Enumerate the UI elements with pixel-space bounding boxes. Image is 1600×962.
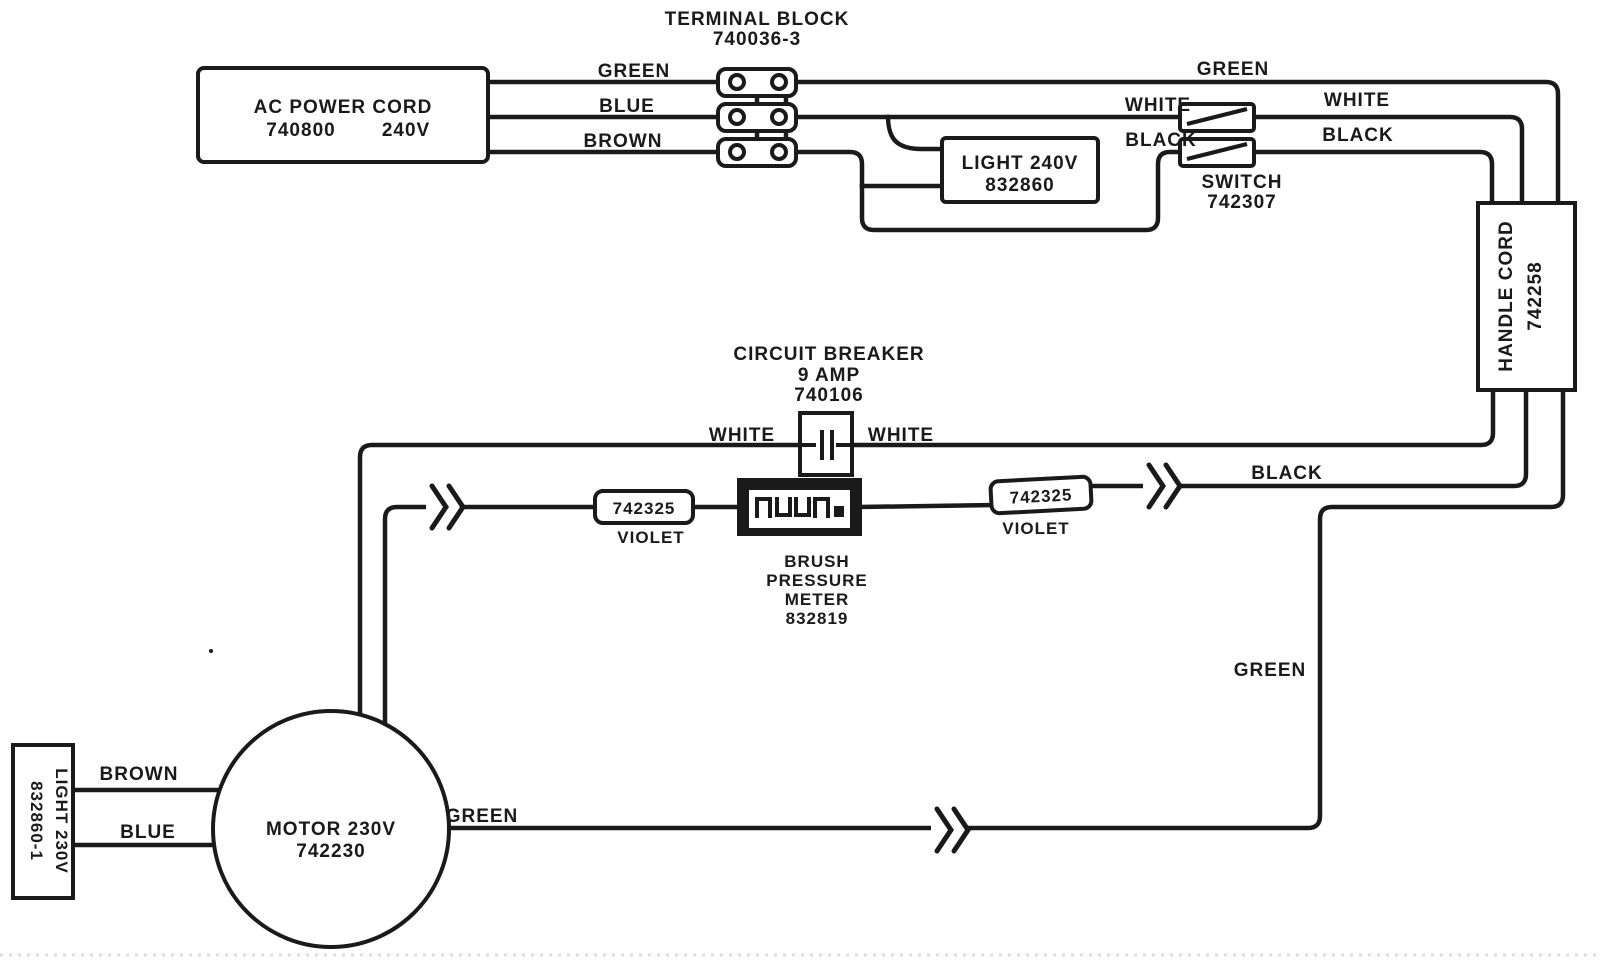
wire-label-green-cord: GREEN bbox=[597, 61, 671, 82]
brush-pressure-meter bbox=[737, 478, 862, 536]
wire-label-green-right: GREEN bbox=[1196, 59, 1270, 80]
handle-cord-name: HANDLE CORD bbox=[1496, 220, 1517, 372]
brush-meter-name-1: BRUSH bbox=[784, 552, 850, 571]
wire-label-black-before-switch: BLACK bbox=[1125, 130, 1197, 151]
wire-label-white-before-switch: WHITE bbox=[1124, 95, 1192, 116]
wire-label-white-breaker-right: WHITE bbox=[867, 425, 935, 446]
terminal-block-part: 740036-3 bbox=[712, 29, 802, 50]
terminal-block-name: TERMINAL BLOCK bbox=[664, 9, 850, 30]
wire-label-black-return: BLACK bbox=[1251, 463, 1323, 484]
wire-label-white-breaker-left: WHITE bbox=[708, 425, 776, 446]
brush-meter-name-2: PRESSURE bbox=[766, 571, 868, 590]
switch-name: SWITCH bbox=[1201, 172, 1283, 193]
motor-name: MOTOR 230V bbox=[265, 819, 397, 840]
wire-label-blue-light: BLUE bbox=[120, 822, 176, 843]
resistor-right-part: 742325 bbox=[1009, 485, 1073, 508]
wire-label-black-after-switch: BLACK bbox=[1322, 125, 1394, 146]
switch-part: 742307 bbox=[1207, 192, 1277, 213]
wire-violet-left bbox=[385, 507, 597, 725]
wire-green-return bbox=[449, 390, 1563, 828]
wire-label-green-handle: GREEN bbox=[1233, 660, 1307, 681]
wire-violet-right bbox=[860, 505, 993, 507]
wire-label-green-motor: GREEN bbox=[445, 806, 519, 827]
circuit-breaker-rating: 9 AMP bbox=[797, 365, 861, 386]
terminal-block bbox=[718, 69, 796, 166]
handle-cord-part: 742258 bbox=[1525, 261, 1546, 331]
light-230v-name: LIGHT 230V bbox=[52, 768, 71, 874]
wire-label-violet-left: VIOLET bbox=[617, 528, 685, 547]
ac-power-cord-name: AC POWER CORD bbox=[253, 97, 433, 118]
brush-meter-part: 832819 bbox=[785, 609, 849, 628]
ink-speck bbox=[209, 649, 213, 653]
ac-power-cord-voltage: 240V bbox=[381, 120, 431, 141]
ac-power-cord-part: 740800 bbox=[266, 120, 336, 141]
circuit-breaker-name: CIRCUIT BREAKER bbox=[733, 344, 925, 365]
wire-label-white-after-switch: WHITE bbox=[1323, 90, 1391, 111]
circuit-breaker-part: 740106 bbox=[794, 385, 864, 406]
resistor-left-part: 742325 bbox=[612, 499, 676, 518]
light-230v-part: 832860-1 bbox=[27, 781, 46, 861]
circuit-breaker bbox=[800, 413, 852, 475]
light-240v-part: 832860 bbox=[985, 175, 1055, 196]
brush-meter-name-3: METER bbox=[784, 590, 850, 609]
wire-label-violet-right: VIOLET bbox=[1002, 519, 1070, 538]
light-240v-name: LIGHT 240V bbox=[961, 153, 1079, 174]
motor-part: 742230 bbox=[296, 841, 366, 862]
wire-label-brown-light: BROWN bbox=[99, 764, 179, 785]
wire-label-brown-cord: BROWN bbox=[583, 131, 663, 152]
wire-branch-light-blue bbox=[888, 117, 944, 149]
wire-label-blue-cord: BLUE bbox=[599, 96, 655, 117]
